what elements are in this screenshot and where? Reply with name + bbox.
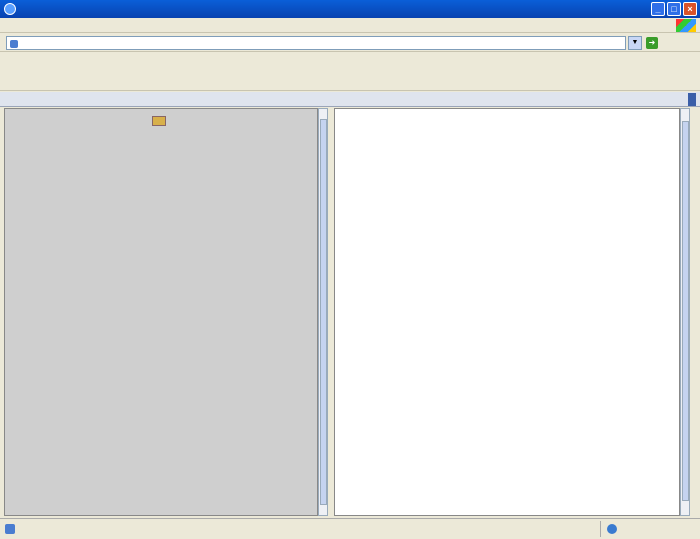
windows-logo-icon bbox=[676, 19, 696, 32]
message-pane bbox=[334, 108, 680, 516]
left-scrollbar[interactable] bbox=[318, 108, 328, 516]
ie-logo-icon bbox=[4, 3, 16, 15]
conferences-header bbox=[5, 113, 317, 129]
page-status-icon bbox=[5, 524, 15, 534]
address-dropdown-button[interactable]: ▼ bbox=[628, 36, 642, 50]
status-bar bbox=[0, 518, 700, 539]
maximize-button[interactable]: □ bbox=[667, 2, 681, 16]
menu-bar bbox=[0, 18, 700, 33]
message-view bbox=[335, 109, 679, 117]
title-bar bbox=[0, 0, 700, 18]
webboard-logo bbox=[688, 93, 696, 106]
conferences-pane bbox=[4, 108, 318, 516]
conference-folder-icon bbox=[152, 116, 166, 126]
go-button[interactable] bbox=[646, 37, 660, 49]
address-input[interactable] bbox=[6, 36, 626, 50]
webboard-toolbar bbox=[0, 92, 700, 107]
internet-globe-icon bbox=[607, 524, 617, 534]
go-arrow-icon: ➜ bbox=[646, 37, 658, 49]
right-scrollbar[interactable] bbox=[680, 108, 690, 516]
minimize-button[interactable]: _ bbox=[651, 2, 665, 16]
address-bar bbox=[0, 34, 700, 52]
browser-toolbar bbox=[0, 53, 700, 91]
close-button[interactable]: × bbox=[683, 2, 697, 16]
security-zone bbox=[600, 521, 700, 537]
